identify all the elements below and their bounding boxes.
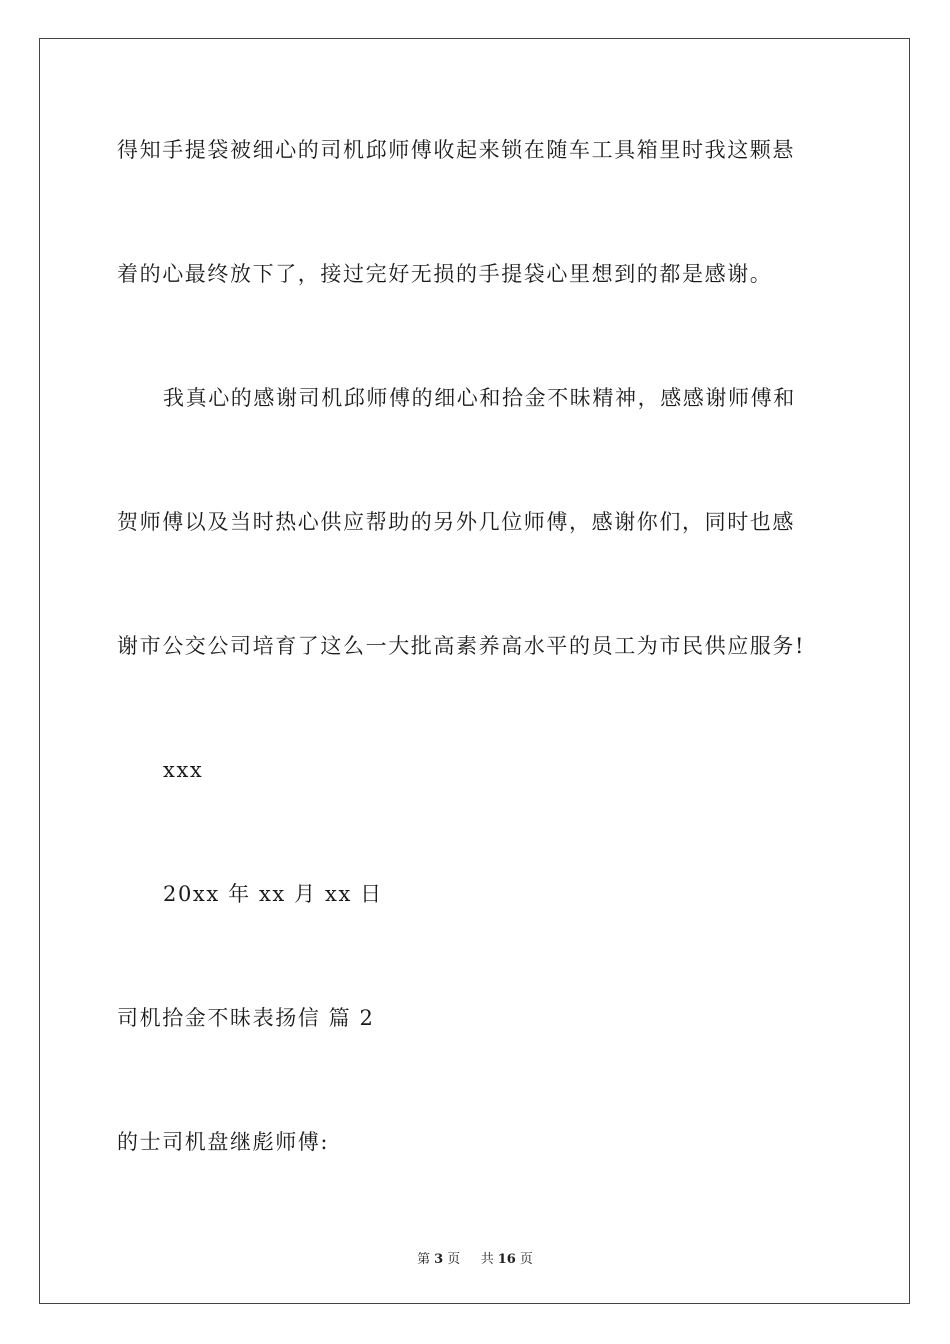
signature-name: xxx (163, 758, 204, 782)
body-line-2: 着的心最终放下了，接过完好无损的手提袋心里想到的都是感谢。 (117, 262, 773, 286)
page-footer (0, 1248, 950, 1267)
salutation-line: 的士司机盘继彪师傅: (117, 1130, 330, 1154)
body-line-5: 谢市公交公司培育了这么一大批高素养高水平的员工为市民供应服务! (117, 634, 806, 658)
page-frame (39, 38, 910, 1304)
footer-page-current: 3 (434, 1252, 444, 1267)
section-heading: 司机拾金不昧表扬信 篇 2 (117, 1006, 375, 1030)
body-line-1: 得知手提袋被细心的司机邱师傅收起来锁在随车工具箱里时我这颗悬 (117, 138, 795, 162)
footer-page-prefix: 第 (417, 1252, 431, 1267)
signature-date: 20xx 年 xx 月 xx 日 (163, 882, 383, 906)
footer-page-total: 16 (497, 1252, 516, 1267)
body-line-4: 贺师傅以及当时热心供应帮助的另外几位师傅，感谢你们，同时也感 (117, 510, 795, 534)
footer-page-mid: 页 (447, 1252, 461, 1267)
body-line-3: 我真心的感谢司机邱师傅的细心和拾金不昧精神，感感谢师傅和 (163, 386, 796, 410)
footer-total-prefix: 共 (480, 1252, 494, 1267)
footer-total-suffix: 页 (519, 1252, 533, 1267)
